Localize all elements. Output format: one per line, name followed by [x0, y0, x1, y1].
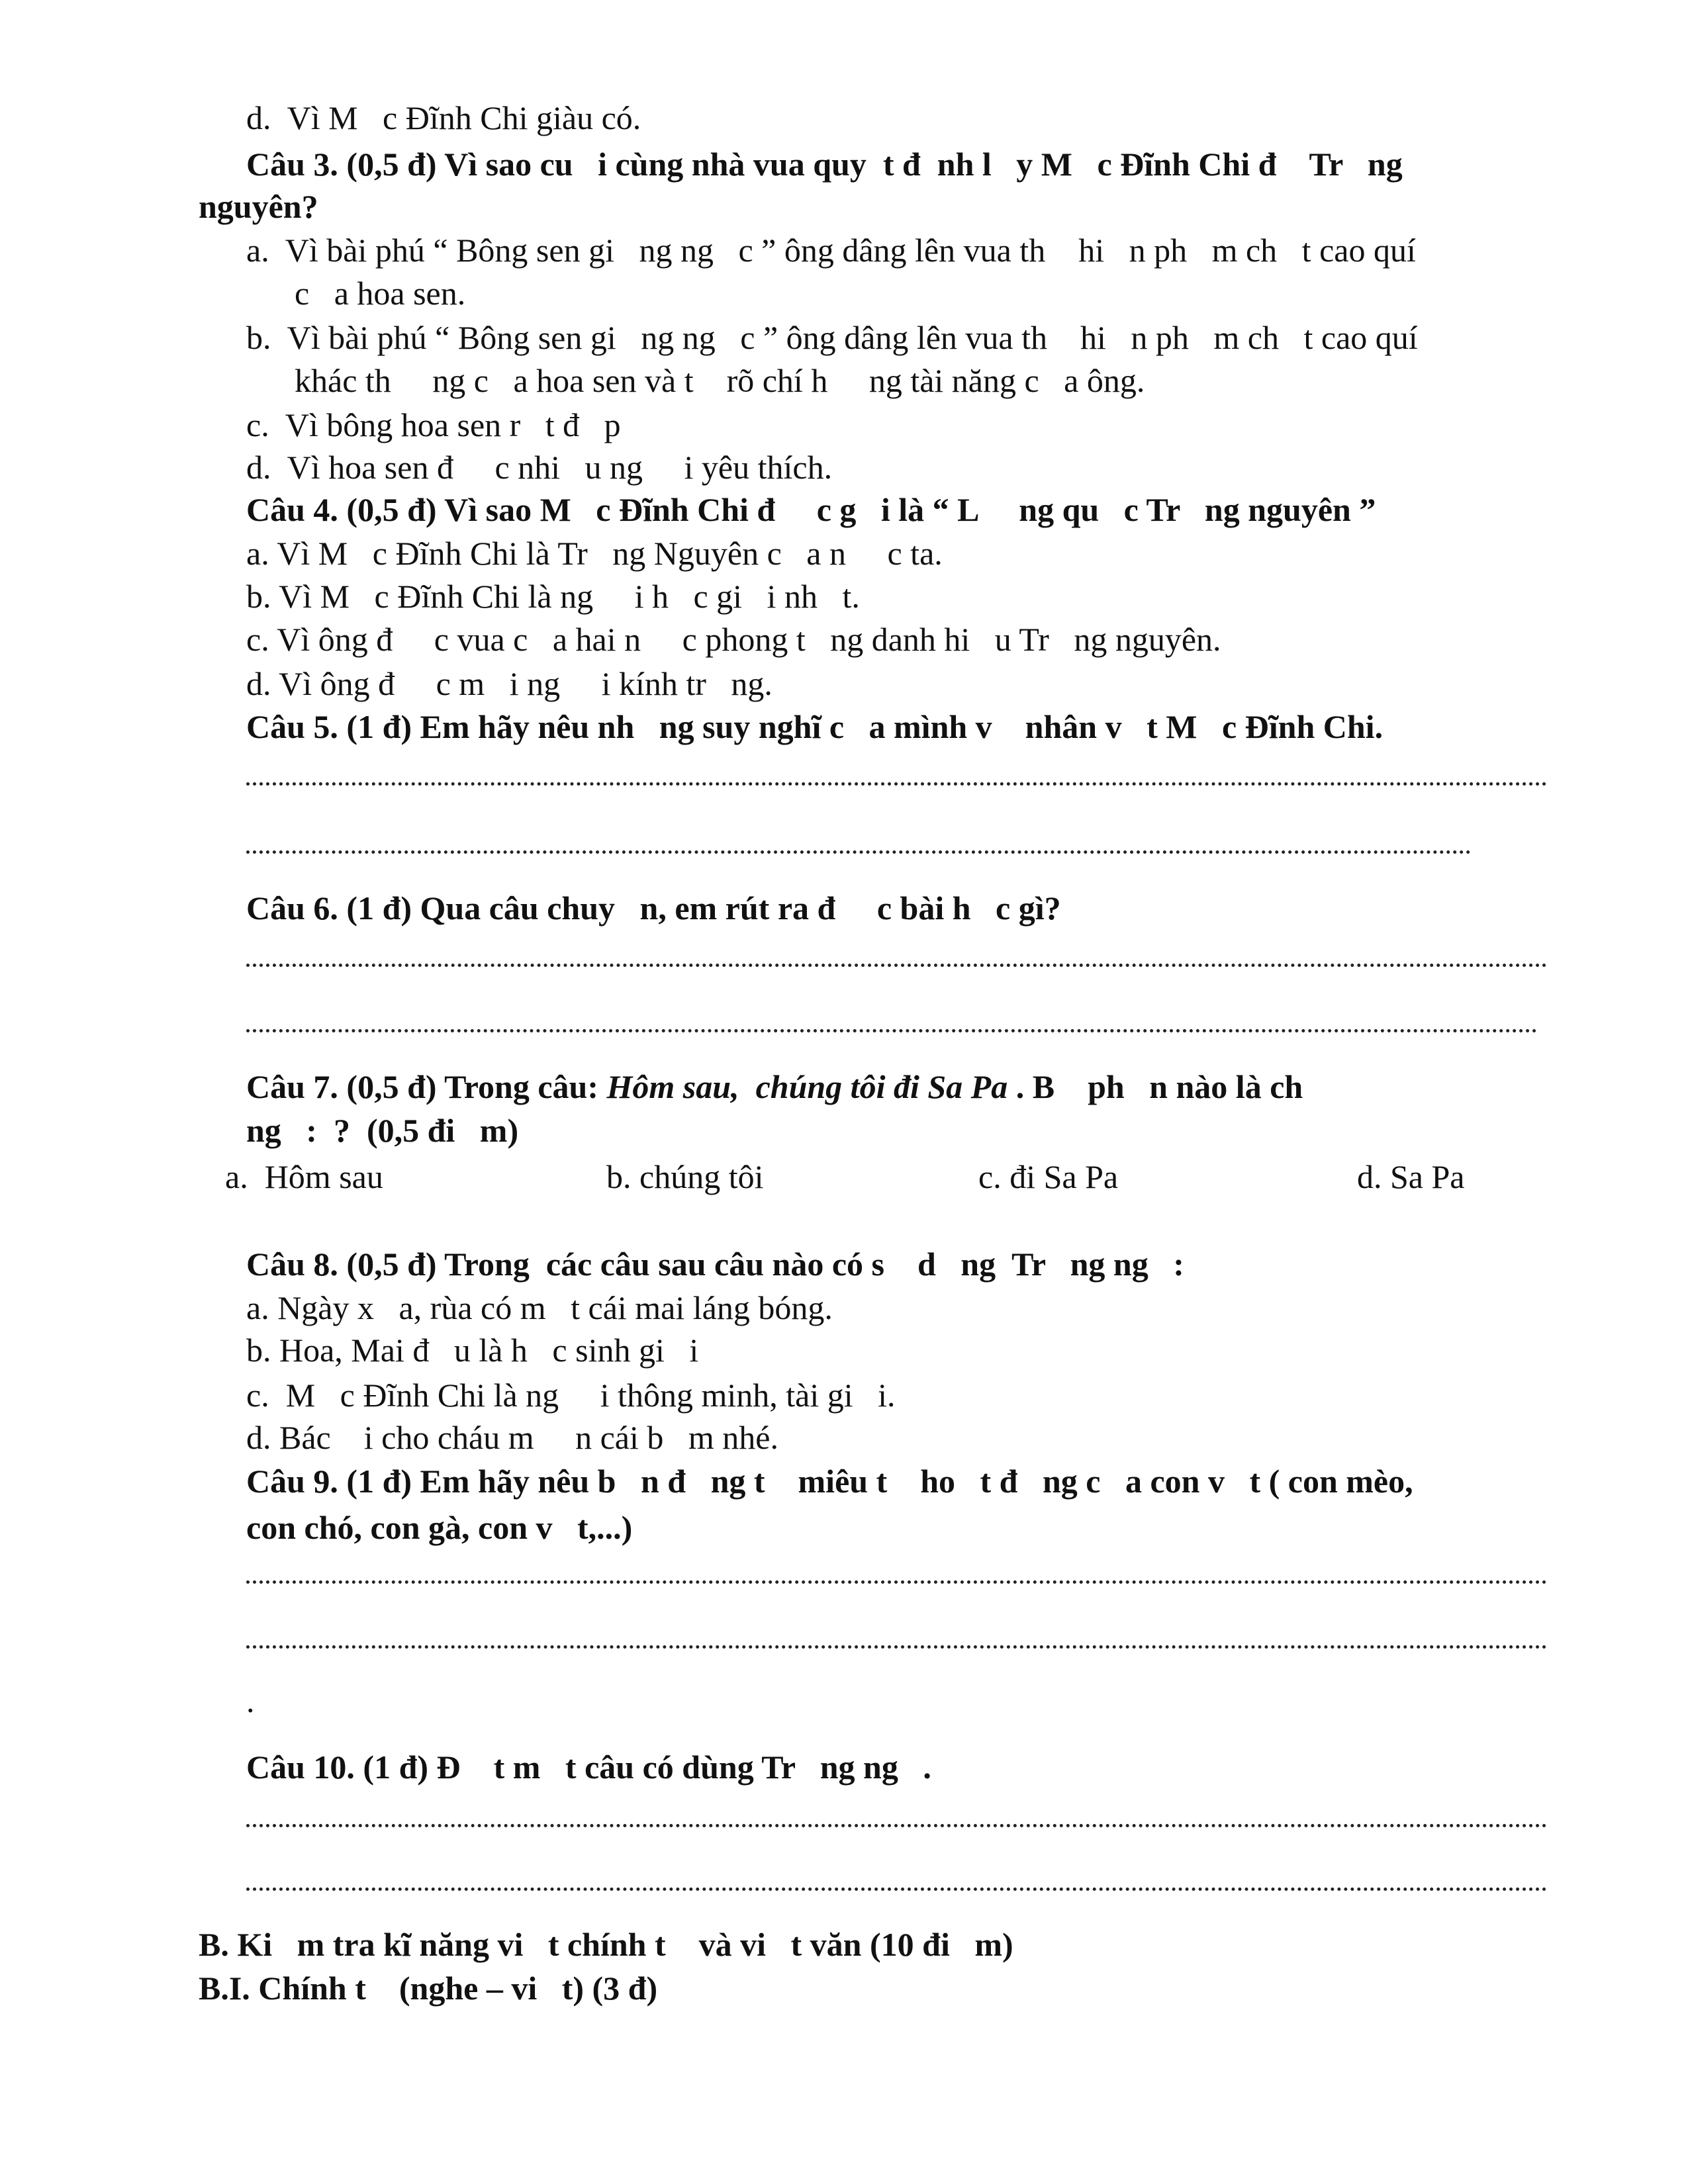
- q3-title-line2: nguyên?: [199, 188, 318, 225]
- q3-option-b-line2: khác th ng c a hoa sen và t rõ chí h ng tài năng c a ông.: [295, 362, 1145, 399]
- q7-example-sentence: Hôm sau, chúng tôi đi Sa Pa: [606, 1068, 1008, 1105]
- q9-answer-line-1[interactable]: [246, 1574, 1547, 1584]
- q10-answer-line-2[interactable]: [246, 1881, 1547, 1891]
- q7-title-prefix: Câu 7. (0,5 đ) Trong câu:: [246, 1068, 607, 1105]
- q9-title-line1: Câu 9. (1 đ) Em hãy nêu b n đ ng t miêu t ho t đ ng c a con v t ( con mèo,: [246, 1463, 1413, 1500]
- q3-option-d: d. Vì hoa sen đ c nhi u ng i yêu thích.: [246, 449, 833, 486]
- q4-option-c: c. Vì ông đ c vua c a hai n c phong t ng danh hi u Tr ng nguyên.: [246, 621, 1221, 658]
- q7-title-suffix: . B ph n nào là ch: [1008, 1068, 1303, 1105]
- q6-title: Câu 6. (1 đ) Qua câu chuy n, em rút ra đ c bài h c gì?: [246, 889, 1061, 927]
- q5-answer-line-2[interactable]: [246, 844, 1471, 854]
- q10-answer-line-1[interactable]: [246, 1817, 1547, 1827]
- q6-answer-line-1[interactable]: [246, 957, 1547, 967]
- q8-option-c: c. M c Đĩnh Chi là ng i thông minh, tài gi i.: [246, 1377, 896, 1414]
- q8-option-d: d. Bác i cho cháu m n cái b m nhé.: [246, 1419, 778, 1456]
- q8-option-a: a. Ngày x a, rùa có m t cái mai láng bóng.: [246, 1289, 833, 1326]
- q8-option-b: b. Hoa, Mai đ u là h c sinh gi i: [246, 1332, 699, 1369]
- q3-option-c: c. Vì bông hoa sen r t đ p: [246, 406, 621, 443]
- q7-option-a: a. Hôm sau: [225, 1158, 383, 1195]
- q9-trailing-dot: .: [246, 1682, 255, 1719]
- q9-answer-line-2[interactable]: [246, 1639, 1547, 1649]
- q3-title-line1: Câu 3. (0,5 đ) Vì sao cu i cùng nhà vua quy t đ nh l y M c Đĩnh Chi đ Tr ng: [246, 146, 1403, 183]
- q5-title: Câu 5. (1 đ) Em hãy nêu nh ng suy nghĩ c a mình v nhân v t M c Đĩnh Chi.: [246, 708, 1383, 745]
- q7-title-line2: ng : ? (0,5 đi m): [246, 1112, 519, 1149]
- q4-option-b: b. Vì M c Đĩnh Chi là ng i h c gi i nh t.: [246, 578, 860, 615]
- part-b-heading: B. Ki m tra kĩ năng vi t chính t và vi t văn (10 đi m): [199, 1926, 1013, 1963]
- q3-option-b-line1: b. Vì bài phú “ Bông sen gi ng ng c ” ông dâng lên vua th hi n ph m ch t cao quí: [246, 319, 1418, 356]
- q7-title-line1: [246, 1067, 1303, 1107]
- q8-title: Câu 8. (0,5 đ) Trong các câu sau câu nào có s d ng Tr ng ng :: [246, 1246, 1184, 1283]
- q7-option-d: d. Sa Pa: [1357, 1158, 1465, 1195]
- part-b-subheading: B.I. Chính t (nghe – vi t) (3 đ): [199, 1970, 658, 2007]
- q4-title: Câu 4. (0,5 đ) Vì sao M c Đĩnh Chi đ c g i là “ L ng qu c Tr ng nguyên ”: [246, 491, 1376, 528]
- q4-option-a: a. Vì M c Đĩnh Chi là Tr ng Nguyên c a n c ta.: [246, 535, 943, 572]
- q6-answer-line-2[interactable]: [246, 1023, 1537, 1032]
- q9-title-line2: con chó, con gà, con v t,...): [246, 1509, 633, 1546]
- q3-option-a-line1: a. Vì bài phú “ Bông sen gi ng ng c ” ông dâng lên vua th hi n ph m ch t cao quí: [246, 232, 1416, 269]
- q7-option-c: c. đi Sa Pa: [978, 1158, 1119, 1195]
- q3-option-a-line2: c a hoa sen.: [295, 275, 466, 312]
- q2-option-d: d. Vì M c Đĩnh Chi giàu có.: [246, 99, 641, 136]
- q4-option-d: d. Vì ông đ c m i ng i kính tr ng.: [246, 665, 773, 702]
- q7-option-b: b. chúng tôi: [606, 1158, 764, 1195]
- q5-answer-line-1[interactable]: [246, 776, 1547, 786]
- q10-title: Câu 10. (1 đ) Đ t m t câu có dùng Tr ng ng .: [246, 1749, 931, 1786]
